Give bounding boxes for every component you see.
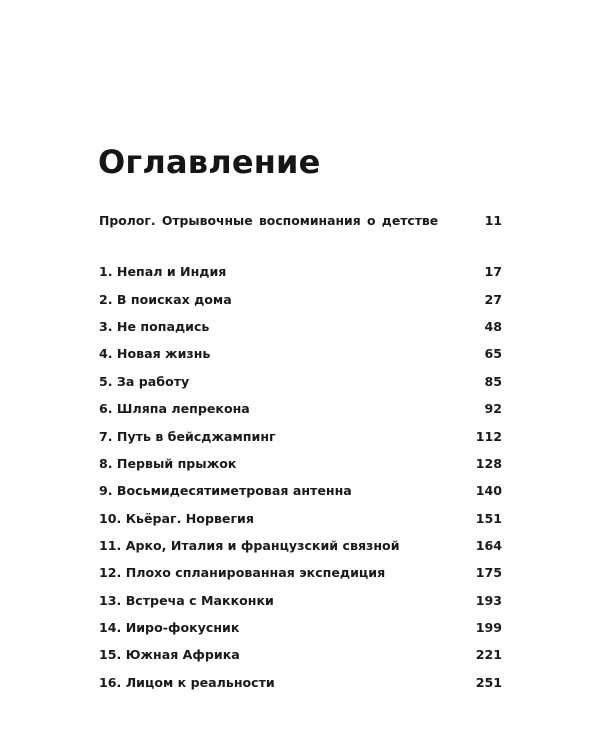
toc-entry-label: 13. Встреча с Макконки	[99, 593, 274, 608]
toc-entry-page: 65	[484, 346, 502, 361]
toc-entry-label: 16. Лицом к реальности	[99, 675, 275, 690]
toc-entry	[99, 454, 502, 474]
toc-entry-page: 251	[475, 675, 502, 690]
toc-entry-page: 164	[475, 538, 502, 553]
toc-entry-page: 17	[484, 264, 502, 279]
toc-entry-page: 128	[475, 456, 502, 471]
toc-entry	[99, 481, 502, 501]
toc-entry-page: 140	[475, 483, 502, 498]
toc-entry	[99, 427, 502, 447]
toc-entry	[99, 317, 502, 337]
toc-entry	[99, 290, 502, 310]
toc-entry	[99, 372, 502, 392]
toc-entry-page: 151	[475, 511, 502, 526]
toc-entry	[99, 563, 502, 583]
toc-entry-label: 14. Ииро-фокусник	[99, 620, 240, 635]
toc-entry	[99, 618, 502, 638]
toc-entry-page: 48	[484, 319, 502, 334]
toc-entry-page: 11	[484, 213, 502, 228]
toc-entry-label: 12. Плохо спланированная экспедиция	[99, 565, 386, 580]
toc-entry-page: 221	[475, 647, 502, 662]
toc-entry-page: 175	[475, 565, 502, 580]
toc-entry	[99, 536, 502, 556]
toc-entry-label: 4. Новая жизнь	[99, 346, 211, 361]
toc-entry	[99, 399, 502, 419]
toc-entry-page: 112	[475, 429, 502, 444]
toc-entry-page: 193	[475, 593, 502, 608]
toc-entry-label: 10. Кьёраг. Норвегия	[99, 511, 254, 526]
toc-entry-prologue	[99, 211, 502, 231]
toc-entry-label: 5. За работу	[99, 374, 190, 389]
toc-entry-label: 11. Арко, Италия и французский связной	[99, 538, 400, 553]
toc-entry-label: 3. Не попадись	[99, 319, 210, 334]
toc-entry-label: Пролог. Отрывочные воспоминания о детстве	[99, 213, 439, 228]
toc-entry	[99, 645, 502, 665]
toc-entry	[99, 262, 502, 282]
toc-entry-label: 2. В поисках дома	[99, 292, 232, 307]
toc-entry	[99, 509, 502, 529]
toc-entry-label: 15. Южная Африка	[99, 647, 240, 662]
page-title: Оглавление	[98, 143, 321, 181]
toc-entry-page: 85	[484, 374, 502, 389]
toc-entry-page: 27	[484, 292, 502, 307]
toc-entry	[99, 591, 502, 611]
toc-entry-page: 92	[484, 401, 502, 416]
toc-entry-label: 8. Первый прыжок	[99, 456, 237, 471]
toc-entry	[99, 673, 502, 693]
toc-entry-page: 199	[475, 620, 502, 635]
toc-entry	[99, 344, 502, 364]
toc-entry-label: 1. Непал и Индия	[99, 264, 227, 279]
toc-entry-label: 9. Восьмидесятиметровая антенна	[99, 483, 352, 498]
toc-entry-label: 7. Путь в бейсджампинг	[99, 429, 276, 444]
toc-entry-label: 6. Шляпа лепрекона	[99, 401, 250, 416]
